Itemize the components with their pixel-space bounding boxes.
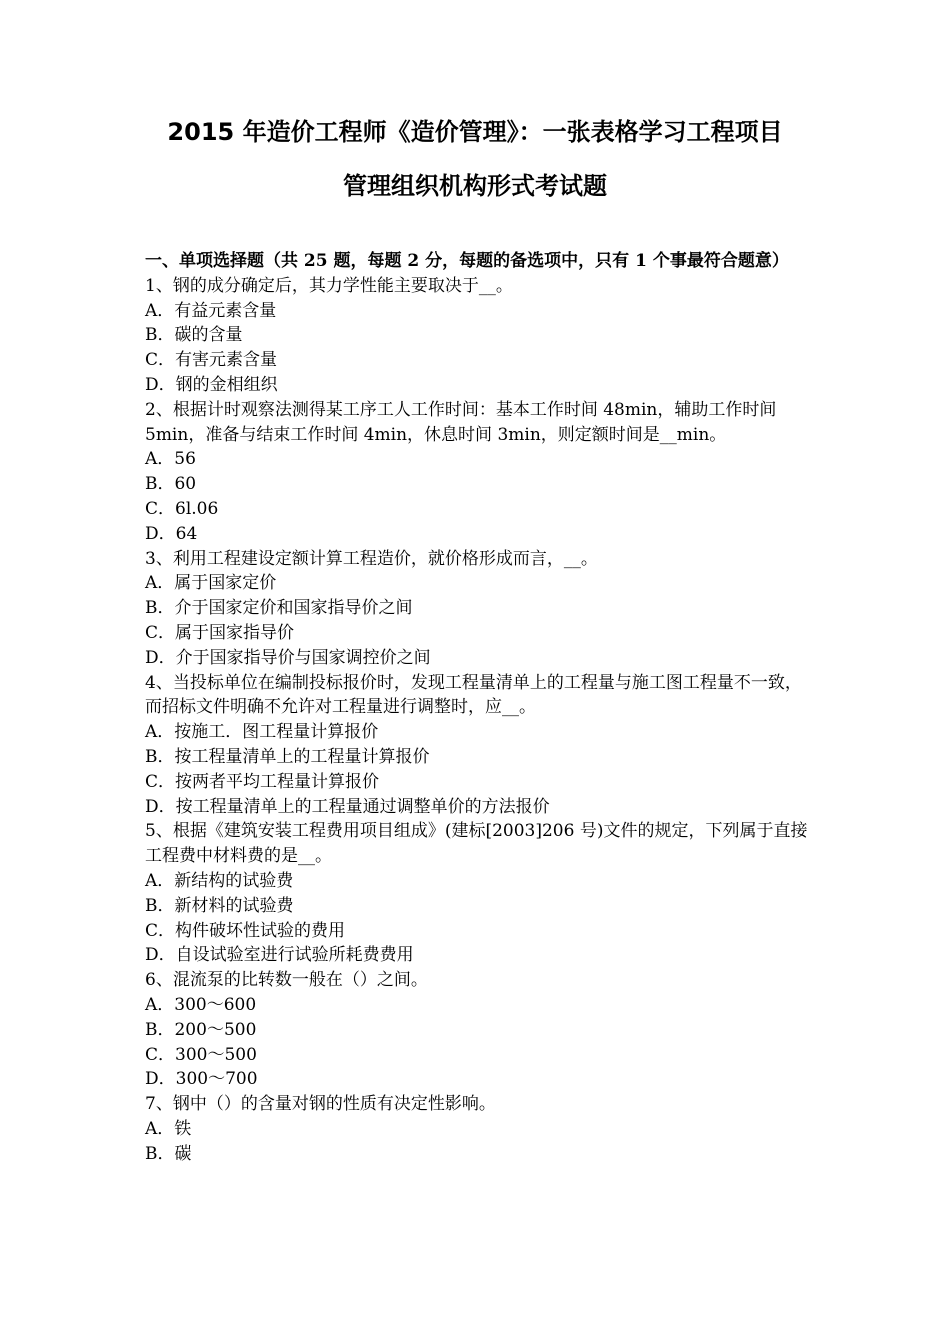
answer-option: C．6l.06 <box>145 498 219 519</box>
section-heading: 一、单项选择题（共 25 题，每题 2 分，每题的备选项中，只有 1 个事最符合题意） <box>145 251 789 271</box>
answer-option: D．介于国家指导价与国家调控价之间 <box>145 647 431 668</box>
answer-option: B．200～500 <box>145 1019 257 1040</box>
question-stem: 3、利用工程建设定额计算工程造价，就价格形成而言，__。 <box>145 548 598 569</box>
question-block <box>145 671 810 820</box>
question-stem: 5、根据《建筑安装工程费用项目组成》(建标[2003]206 号)文件的规定，下列属于直接工程费中材料费的是__。 <box>145 821 808 867</box>
answer-option: D．钢的金相组织 <box>145 374 278 395</box>
answer-option: C．按两者平均工程量计算报价 <box>145 771 380 792</box>
answer-option: A．铁 <box>145 1118 192 1139</box>
answer-option: A．新结构的试验费 <box>145 870 294 891</box>
answer-option: C．300～500 <box>145 1044 257 1065</box>
answer-option: B．新材料的试验费 <box>145 895 294 916</box>
question-list <box>145 274 810 1167</box>
answer-option: D．64 <box>145 523 198 544</box>
answer-option: D．按工程量清单上的工程量通过调整单价的方法报价 <box>145 796 550 817</box>
answer-option: A．属于国家定价 <box>145 573 277 594</box>
document-title-line-2: 管理组织机构形式考试题 <box>343 172 607 200</box>
answer-option: B．碳的含量 <box>145 325 243 346</box>
answer-option: B．介于国家定价和国家指导价之间 <box>145 598 413 619</box>
document-title-line-1: 2015 年造价工程师《造价管理》：一张表格学习工程项目 <box>167 118 783 146</box>
answer-option: C．属于国家指导价 <box>145 622 295 643</box>
question-stem: 4、当投标单位在编制投标报价时，发现工程量清单上的工程量与施工图工程量不一致，而招标文件明确不允许对工程量进行调整时，应__。 <box>145 672 802 718</box>
question-block <box>145 274 810 398</box>
answer-option: A．300～600 <box>145 994 257 1015</box>
question-stem: 6、混流泵的比转数一般在（）之间。 <box>145 970 428 991</box>
question-block <box>145 968 810 1092</box>
question-stem: 1、钢的成分确定后，其力学性能主要取决于__。 <box>145 275 513 296</box>
question-block <box>145 819 810 968</box>
answer-option: B．60 <box>145 474 197 495</box>
answer-option: A．有益元素含量 <box>145 300 277 321</box>
answer-option: A．按施工．图工程量计算报价 <box>145 722 379 743</box>
question-block <box>145 398 810 547</box>
answer-option: C．构件破坏性试验的费用 <box>145 920 346 941</box>
answer-option: A．56 <box>145 449 196 470</box>
question-block <box>145 547 810 671</box>
answer-option: D．300～700 <box>145 1069 258 1090</box>
document-body <box>145 249 810 1166</box>
answer-option: C．有害元素含量 <box>145 350 278 371</box>
question-stem: 7、钢中（）的含量对钢的性质有决定性影响。 <box>145 1094 496 1115</box>
answer-option: D．自设试验室进行试验所耗费费用 <box>145 945 414 966</box>
question-block <box>145 1092 810 1166</box>
answer-option: B．碳 <box>145 1143 192 1164</box>
question-stem: 2、根据计时观察法测得某工序工人工作时间：基本工作时间 48min，辅助工作时间 5min，准备与结束工作时间 4min，休息时间 3min，则定额时间是__min。 <box>145 399 777 445</box>
answer-option: B．按工程量清单上的工程量计算报价 <box>145 746 430 767</box>
